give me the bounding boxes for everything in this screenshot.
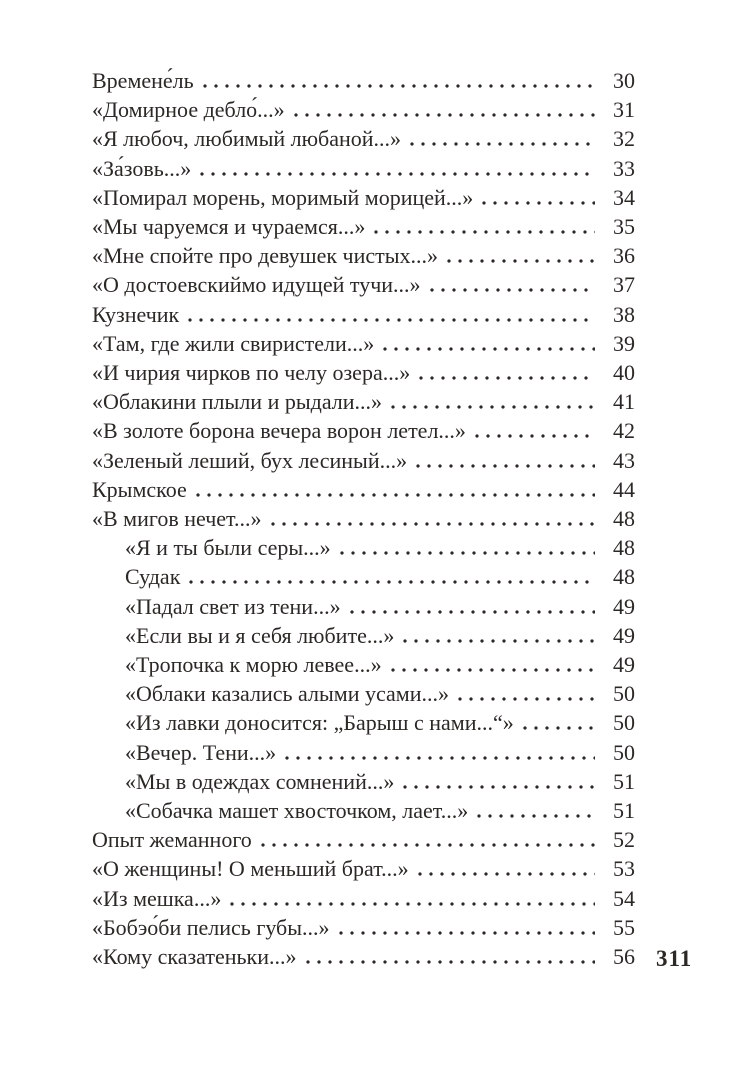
toc-entry [92, 562, 635, 591]
toc-entry-page: 56 [613, 944, 635, 970]
toc-entry-page: 34 [613, 184, 635, 210]
toc-entry-title: Кузнечик [92, 301, 180, 327]
toc-entry-title: «Из мешка...» [92, 885, 222, 911]
dot-leader [294, 113, 595, 117]
dot-leader [391, 668, 595, 672]
toc-entry-title: «О достоевскиймо идущей тучи...» [92, 272, 421, 298]
toc-entry-page: 55 [613, 914, 635, 940]
dot-leader [285, 756, 595, 760]
dot-leader [188, 318, 595, 322]
toc-entry-page: 48 [613, 535, 635, 561]
toc-entry-title: «Помирал морень, моримый морицей...» [92, 184, 474, 210]
toc-entry-page: 49 [613, 622, 635, 648]
dot-leader [339, 931, 595, 935]
toc-entry-page: 50 [613, 681, 635, 707]
toc-entry-page: 52 [613, 827, 635, 853]
dot-leader [261, 843, 595, 847]
toc-entry [92, 154, 635, 183]
toc-entry [92, 270, 635, 299]
toc-entry-page: 43 [613, 447, 635, 473]
toc-entry-page: 44 [613, 476, 635, 502]
toc-entry-page: 31 [613, 97, 635, 123]
toc-entry [92, 329, 635, 358]
toc-entry-page: 41 [613, 389, 635, 415]
toc-entry [92, 621, 635, 650]
toc-entry-title: «И чирия чирков по челу озера...» [92, 360, 411, 386]
toc-entry-title: «Зеленый леший, бух лесиный...» [92, 447, 408, 473]
toc-entry-page: 48 [613, 506, 635, 532]
toc-entry [92, 854, 635, 883]
toc-entry [92, 95, 635, 124]
dot-leader [410, 142, 595, 146]
toc-entry-title: «Кому сказатеньки...» [92, 944, 297, 970]
dot-leader [475, 434, 595, 438]
dot-leader [189, 580, 595, 584]
toc-entry [92, 416, 635, 445]
toc-entry-title: «За́зовь...» [92, 155, 192, 181]
toc-entry-page: 51 [613, 798, 635, 824]
toc-entry-title: «В золоте борона вечера ворон летел...» [92, 418, 466, 444]
page-number-folio: 311 [656, 946, 693, 971]
toc-entry-page: 50 [613, 739, 635, 765]
toc-entry [92, 738, 635, 767]
toc-entry-page: 38 [613, 301, 635, 327]
dot-leader [374, 230, 595, 234]
toc-entry [92, 767, 635, 796]
toc-entry [92, 124, 635, 153]
toc-entry-page: 53 [613, 856, 635, 882]
toc-entry-page: 49 [613, 652, 635, 678]
toc-entry-title: «Домирное дебло́...» [92, 97, 285, 123]
toc-entry-title: «Там, где жили свиристели...» [92, 330, 375, 356]
dot-leader [196, 493, 595, 497]
dot-leader [306, 960, 596, 964]
toc-entry [92, 679, 635, 708]
dot-leader [458, 697, 595, 701]
toc-entry-title: «Тропочка к морю левее...» [125, 652, 382, 678]
dot-leader [391, 405, 595, 409]
dot-leader [447, 259, 595, 263]
toc-entry [92, 913, 635, 942]
toc-entry-page: 35 [613, 214, 635, 240]
toc-entry-title: «Падал свет из тени...» [125, 593, 341, 619]
dot-leader [416, 464, 595, 468]
toc-entry-title: Времене́ль [92, 68, 194, 93]
dot-leader [403, 639, 595, 643]
dot-leader [482, 201, 595, 205]
toc-entry-page: 50 [613, 710, 635, 736]
toc-entry-page: 42 [613, 418, 635, 444]
toc-entry [92, 942, 635, 971]
toc-entry-page: 30 [613, 68, 635, 93]
toc-entry-page: 32 [613, 126, 635, 152]
toc-entry-title: Опыт жеманного [92, 827, 252, 853]
toc-entry [92, 533, 635, 562]
toc-entry-page: 36 [613, 243, 635, 269]
toc-entry [92, 884, 635, 913]
toc-entry [92, 300, 635, 329]
toc-entry-title: «Если вы и я себя любите...» [125, 622, 395, 648]
toc-entry-title: «Облакини плыли и рыдали...» [92, 389, 383, 415]
toc-entry [92, 592, 635, 621]
dot-leader [383, 347, 595, 351]
toc-entry-page: 40 [613, 360, 635, 386]
toc-entry-title: «В мигов нечет...» [92, 506, 262, 532]
toc-entry-title: «Мы в одеждах сомнений...» [125, 768, 395, 794]
toc-entry [92, 241, 635, 270]
dot-leader [340, 551, 595, 555]
dot-leader [419, 376, 595, 380]
dot-leader [430, 288, 595, 292]
dot-leader [477, 814, 595, 818]
toc-entry-title: «Бобэо́би пелись губы...» [92, 914, 330, 940]
toc-entry [92, 183, 635, 212]
toc-entry [92, 446, 635, 475]
dot-leader [203, 84, 595, 88]
toc-entry [92, 358, 635, 387]
toc-entry-page: 37 [613, 272, 635, 298]
toc-entry [92, 796, 635, 825]
toc-entry [92, 825, 635, 854]
toc-entry-title: «Мы чаруемся и чураемся...» [92, 214, 366, 240]
toc-entry-title: «Облаки казались алыми усами...» [125, 681, 449, 707]
toc-entry-title: «Вечер. Тени...» [125, 739, 277, 765]
toc-entry [92, 504, 635, 533]
toc-entry-title: Судак [125, 564, 181, 590]
toc-entry [92, 387, 635, 416]
dot-leader [230, 902, 595, 906]
toc-entry-title: «Мне спойте про девушек чистых...» [92, 243, 439, 269]
toc-entry [92, 475, 635, 504]
toc-list [92, 66, 635, 971]
dot-leader [418, 872, 595, 876]
toc-entry-title: «Я и ты были серы...» [125, 535, 331, 561]
toc-entry-title: «Из лавки доносится: „Барыш с нами...“» [125, 710, 514, 736]
toc-entry-title: «Я любоч, любимый любаной...» [92, 126, 402, 152]
toc-entry-page: 51 [613, 768, 635, 794]
dot-leader [403, 785, 595, 789]
toc-entry-title: «О женщины! О меньший брат...» [92, 856, 409, 882]
dot-leader [271, 522, 595, 526]
toc-entry-page: 33 [613, 155, 635, 181]
toc-entry-page: 49 [613, 593, 635, 619]
dot-leader [523, 726, 595, 730]
toc-entry [92, 212, 635, 241]
toc-entry [92, 650, 635, 679]
dot-leader [350, 610, 595, 614]
toc-entry-title: «Собачка машет хвосточком, лает...» [125, 798, 469, 824]
toc-entry-title: Крымское [92, 476, 187, 502]
toc-entry [92, 708, 635, 737]
toc-entry [92, 66, 635, 95]
toc-entry-page: 54 [613, 885, 635, 911]
toc-entry-page: 39 [613, 330, 635, 356]
dot-leader [200, 172, 595, 176]
toc-entry-page: 48 [613, 564, 635, 590]
